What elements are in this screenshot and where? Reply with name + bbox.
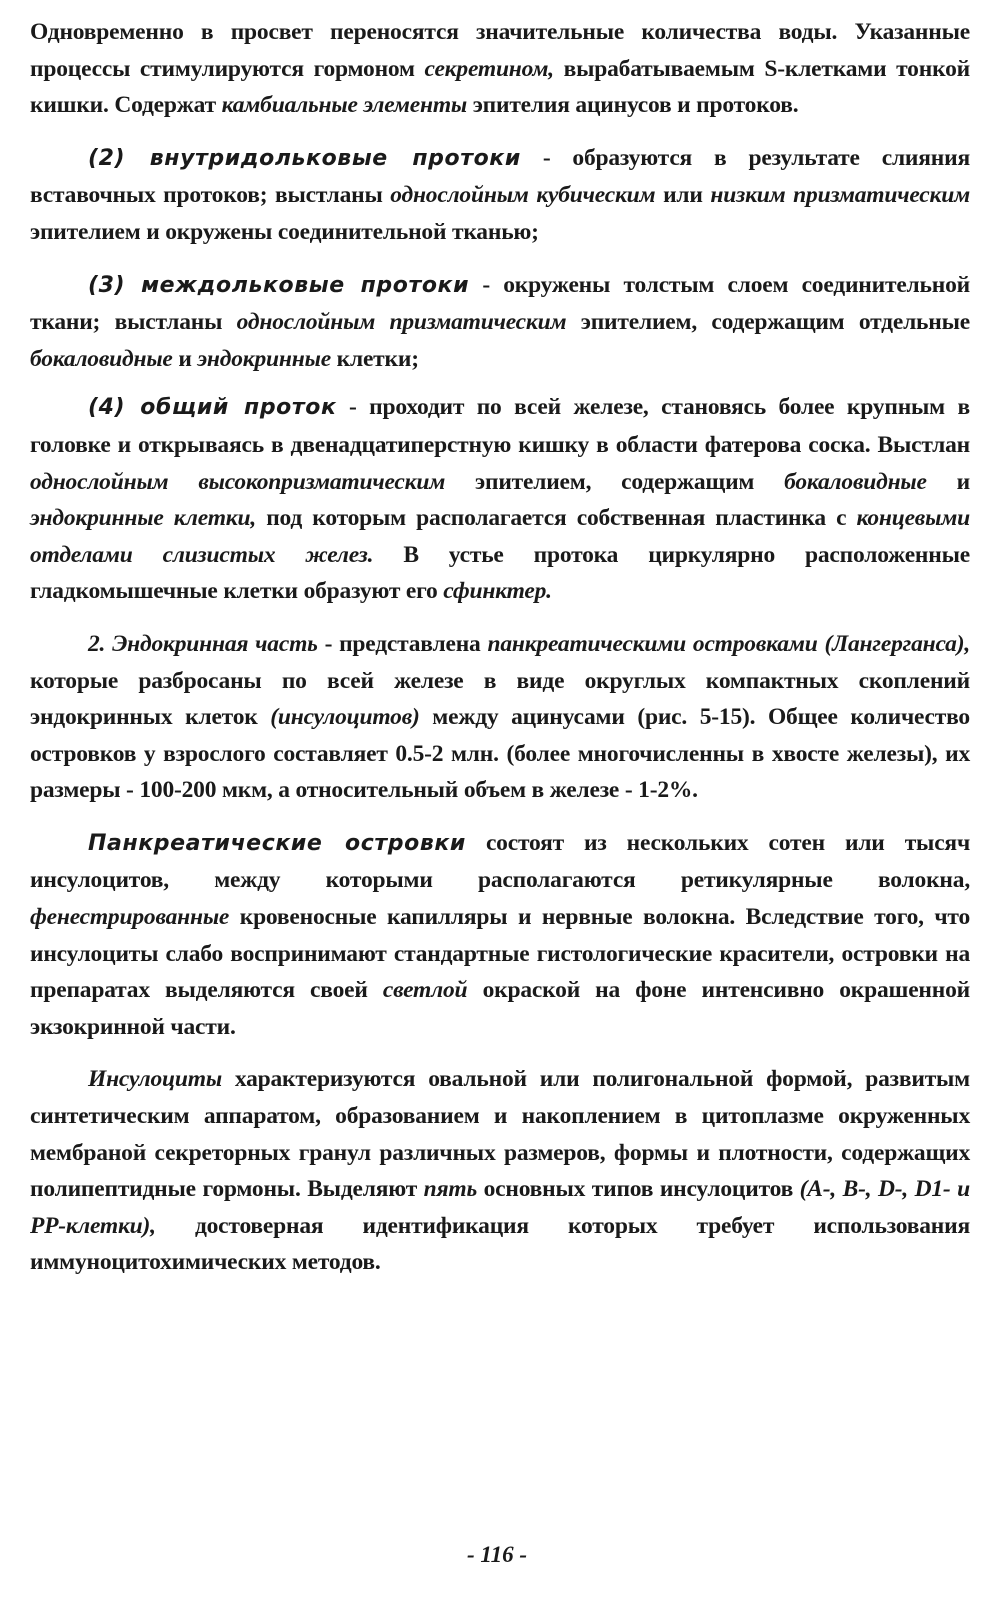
emphasis-term: бокаловидные bbox=[784, 468, 927, 495]
text: - окружены толстым слоем соединительной ткани; выстланы bbox=[30, 271, 970, 336]
emphasis-term: эндокринные клетки, bbox=[30, 505, 257, 532]
text: которые разбросаны по всей железе в виде округлых компактных скоплений эндокринных клеток bbox=[30, 667, 970, 731]
text: кровеносные капилляры и нервные волокна. Вследствие того, что инсулоциты слабо воспринимают стандартные гистологические красители, островки на препаратах выделяются своей bbox=[30, 904, 970, 1004]
text: эпителием и окружены соединительной тканью; bbox=[30, 218, 539, 245]
paragraph-pancreatic-islets bbox=[30, 825, 970, 1046]
section-heading: (2) внутридольковые протоки bbox=[88, 145, 521, 171]
text: - проходит по всей железе, становясь более крупным в головке и открываясь в двенадцатиперстную кишку в области фатерова соска. Выстлан bbox=[30, 394, 970, 458]
paragraph-intralobular-ducts bbox=[30, 140, 970, 251]
paragraph-acini bbox=[30, 14, 970, 124]
paragraph-insulocytes bbox=[30, 1061, 970, 1281]
emphasis-term: фенестрированные bbox=[30, 904, 230, 931]
emphasis-term: низким призматическим bbox=[710, 182, 971, 209]
text: между ацинусами (рис. 5-15). Общее количество островков у взрослого составляет 0.5-2 млн. (более многочисленны в хвосте железы), их размеры - 100-200 мкм, а относительный объем в железе - 1-2%. bbox=[30, 704, 970, 804]
text: эпителием, содержащим bbox=[445, 468, 785, 495]
section-heading: Инсулоциты bbox=[88, 1066, 222, 1093]
section-heading: Панкреатические островки bbox=[88, 830, 466, 856]
text: вырабатываемым S-клетками тонкой кишки. Содержат bbox=[30, 55, 970, 119]
text: состоят из нескольких сотен или тысяч инсулоцитов, между которыми располагаются ретикулярные волокна, bbox=[30, 829, 970, 894]
text: основных типов инсулоцитов bbox=[477, 1176, 800, 1203]
text: окраской на фоне интенсивно окрашенной экзокринной части. bbox=[30, 977, 970, 1040]
emphasis-term: однослойным кубическим bbox=[390, 182, 656, 209]
text: под которым располагается собственная пластинка с bbox=[256, 505, 857, 532]
section-heading: 2. Эндокринная часть bbox=[88, 630, 318, 657]
text: Одновременно в просвет переносятся значительные количества воды. Указанные процессы стимулируются гормоном bbox=[30, 19, 970, 82]
section-heading: (4) общий проток bbox=[88, 395, 337, 421]
emphasis-term: концевыми отделами слизистых желез. bbox=[30, 505, 970, 568]
page-number: - 116 - bbox=[466, 1542, 528, 1567]
page-body bbox=[30, 14, 970, 1297]
paragraph-interlobular-ducts bbox=[30, 267, 970, 378]
emphasis-term: пять bbox=[423, 1176, 478, 1203]
paragraph-common-duct bbox=[30, 389, 970, 610]
emphasis-term: однослойным высокопризматическим bbox=[30, 468, 446, 495]
text: эпителия ацинусов и протоков. bbox=[467, 92, 799, 119]
emphasis-term: (A-, B-, D-, D1- и PP-клетки), bbox=[30, 1176, 970, 1239]
emphasis-term: сфинктер. bbox=[443, 578, 552, 605]
emphasis-term: камбиальные элементы bbox=[221, 92, 468, 119]
text: клетки; bbox=[330, 345, 419, 372]
text: и bbox=[926, 468, 971, 495]
text: - образуются в результате слияния вставочных протоков; выстланы bbox=[30, 144, 970, 209]
text: В устье протока циркулярно расположенные гладкомышечные клетки образуют его bbox=[30, 541, 970, 605]
text: и bbox=[172, 345, 198, 372]
text: эпителием, содержащим отдельные bbox=[566, 309, 971, 336]
section-heading: (3) междольковые протоки bbox=[88, 272, 470, 298]
paragraph-endocrine-part bbox=[30, 626, 970, 809]
text: или bbox=[655, 182, 711, 209]
emphasis-term: светлой bbox=[382, 977, 468, 1004]
emphasis-term: бокаловидные bbox=[30, 345, 173, 372]
emphasis-term: панкреатическими островками (Лангерганса), bbox=[487, 630, 971, 657]
emphasis-term: однослойным призматическим bbox=[236, 309, 567, 336]
emphasis-term: эндокринные bbox=[197, 345, 331, 372]
text: характеризуются овальной или полигональной формой, развитым синтетическим аппаратом, образованием и накоплением в цитоплазме окруженных мембраной секреторных гранул различных размеров, формы и плотности, содержащих полипептидные гормоны. Выделяют bbox=[30, 1066, 970, 1203]
emphasis-term: секретином, bbox=[424, 55, 554, 82]
emphasis-term: (инсулоцитов) bbox=[270, 704, 420, 731]
text: - представлена bbox=[317, 630, 488, 657]
text: достоверная идентификация которых требует использования иммуноцитохимических методов. bbox=[30, 1212, 970, 1276]
